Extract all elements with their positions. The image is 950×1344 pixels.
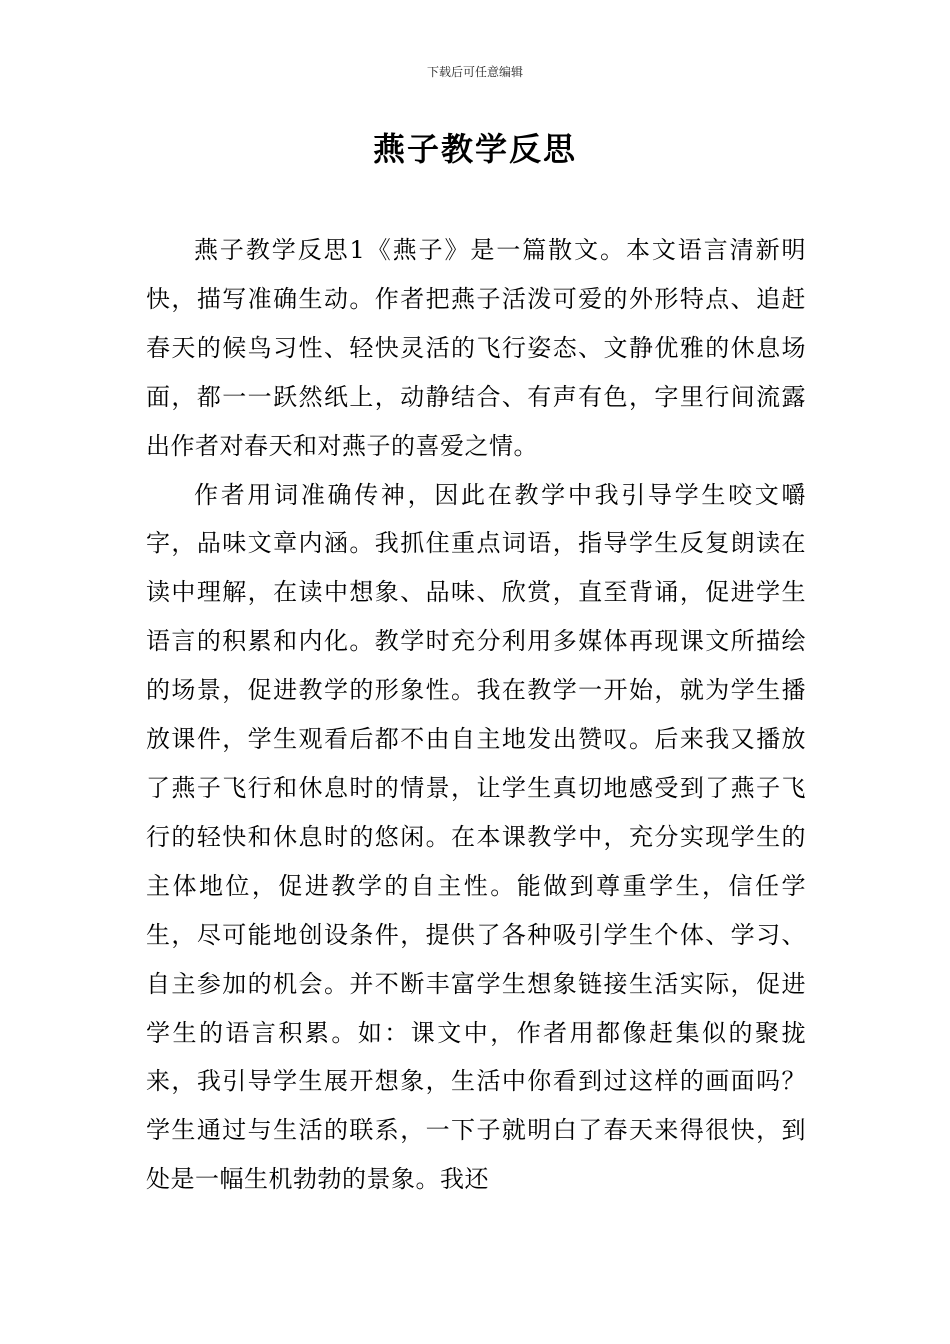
- header-note: 下载后可任意编辑: [426, 65, 523, 79]
- paragraph-1: 燕子教学反思1《燕子》是一篇散文。本文语言清新明快，描写准确生动。作者把燕子活泼可爱的外形特点、追赶春天的候鸟习性、轻快灵活的飞行姿态、文静优雅的休息场面，都一一跃然纸上，动静结合、有声有色，字里行间流露出作者对春天和对燕子的喜爱之情。: [146, 236, 806, 460]
- document-body: [146, 226, 806, 1204]
- document-title: 燕子教学反思: [372, 130, 577, 168]
- paragraph-2: 作者用词准确传神，因此在教学中我引导学生咬文嚼字，品味文章内涵。我抓住重点词语，指导学生反复朗读在读中理解，在读中想象、品味、欣赏，直至背诵，促进学生语言的积累和内化。教学时充分利用多媒体再现课文所描绘的场景，促进教学的形象性。我在教学一开始，就为学生播放课件，学生观看后都不由自主地发出赞叹。后来我又播放了燕子飞行和休息时的情景，让学生真切地感受到了燕子飞行的轻快和休息时的悠闲。在本课教学中，充分实现学生的主体地位，促进教学的自主性。能做到尊重学生，信任学生，尽可能地创设条件，提供了各种吸引学生个体、学习、自主参加的机会。并不断丰富学生想象链接生活实际，促进学生的语言积累。如：课文中，作者用都像赶集似的聚拢来，我引导学生展开想象，生活中你看到过这样的画面吗？学生通过与生活的联系，一下子就明白了春天来得很快，到处是一幅生机勃勃的景象。我还: [146, 480, 806, 1194]
